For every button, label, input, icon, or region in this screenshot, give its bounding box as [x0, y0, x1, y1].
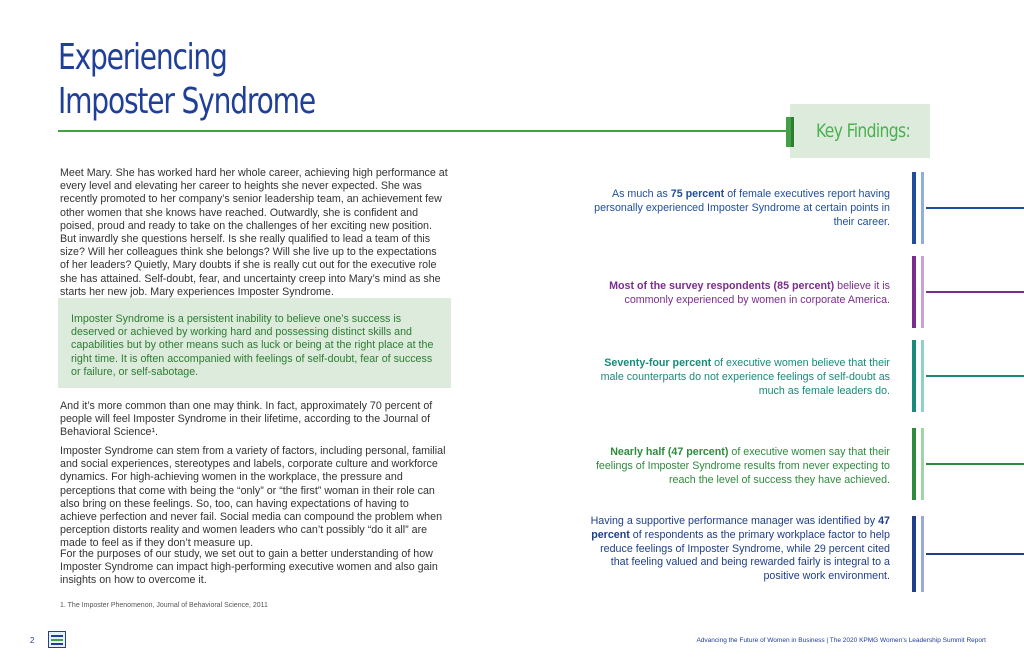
finding-2-bar-light: [921, 256, 924, 328]
finding-2-highlight: Most of the survey respondents (85 percent): [609, 280, 835, 292]
title-line-1: Experiencing: [58, 37, 227, 78]
finding-3-line: [926, 375, 1024, 377]
page-title: [58, 36, 315, 124]
title-line-2: Imposter Syndrome: [58, 81, 315, 122]
body-paragraph-2: Imposter Syndrome can stem from a variety of factors, including personal, familial and social experiences, stereotypes and labels, corporate culture and workforce dynamics. For high-achieving women in the workplace, the pressure and perceptions that come with being the “only” or “the first” woman in their role can also bring on these feelings. So, too, can having expectations of having to achieve perfection and never fail. Social media can compound the problem when perception distorts reality and women leaders who can’t possibly “do it all” are made to feel as if they don’t measure up.: [60, 445, 446, 550]
definition-text: Imposter Syndrome is a persistent inability to believe one’s success is deserved or achieved by working hard and possessing distinct skills and capabilities but by other means such as luck or being at the right place at the right time. It is often accompanied with feelings of self-doubt, fear of success or failure, or self-sabotage.: [71, 313, 434, 378]
finding-1: [590, 188, 890, 229]
body-paragraph-1: And it’s more common than one may think. In fact, approximately 70 percent of people will feel Imposter Syndrome in their lifetime, according to the Journal of Behavioral Science¹.: [60, 400, 433, 439]
finding-5-text-pre: Having a supportive performance manager was identified by: [590, 515, 879, 527]
footer-report-title: Advancing the Future of Women in Business | The 2020 KPMG Women’s Leadership Summit Report: [696, 637, 986, 644]
finding-1-text-pre: As much as: [611, 188, 671, 200]
finding-3: [590, 357, 890, 398]
finding-3-text-post: of executive women believe that their male counterparts do not experience feelings of self-doubt as much as female leaders do.: [600, 357, 890, 397]
finding-4-line: [926, 463, 1024, 465]
title-divider: [58, 130, 790, 132]
finding-1-text-post: of female executives report having personally experienced Imposter Syndrome at certain points in their career.: [594, 188, 890, 228]
finding-2-text-post: believe it is commonly experienced by women in corporate America.: [624, 280, 890, 306]
body-paragraph-3: For the purposes of our study, we set out to gain a better understanding of how Imposter Syndrome can impact high-performing executive women and also gain insights on how to overcome it.: [60, 548, 438, 587]
key-findings-accent-dark: [791, 117, 794, 147]
finding-5-bar: [912, 516, 916, 592]
finding-2: [590, 280, 890, 308]
finding-4-bar-light: [921, 428, 924, 500]
page-number: 2: [30, 636, 35, 645]
finding-1-bar-light: [921, 172, 924, 244]
summit-logo-icon: [48, 631, 66, 648]
finding-4: [590, 446, 890, 487]
key-findings-heading: Key Findings:: [816, 120, 911, 142]
finding-2-bar: [912, 256, 916, 328]
finding-5-line: [926, 553, 1024, 555]
finding-4-highlight: Nearly half (47 percent): [610, 446, 729, 458]
finding-3-bar: [912, 340, 916, 412]
finding-2-line: [926, 291, 1024, 293]
finding-1-bar: [912, 172, 916, 244]
finding-3-highlight: Seventy-four percent: [604, 357, 712, 369]
finding-4-bar: [912, 428, 916, 500]
finding-5-highlight: 47 percent: [591, 515, 890, 541]
finding-5: [590, 515, 890, 584]
finding-5-text-post: of respondents as the primary workplace factor to help reduce feelings of Imposter Syndrome, while 29 percent cited that feeling valued and being rewarded fairly is integral to a positive work environment.: [600, 528, 890, 583]
finding-3-bar-light: [921, 340, 924, 412]
intro-paragraph: Meet Mary. She has worked hard her whole career, achieving high performance at every level and elevating her career to heights she never expected. She was recently promoted to her company’s senior leadership team, an achievement few other women that she knows have reached. Outwardly, she is confident and poised, proud and ready to take on the challenges of her exciting new position. But inwardly she questions herself. Is she really qualified to lead a team of this size? Will her colleagues think she belongs? Will she live up to the expectations of her leaders? Quietly, Mary doubts if she is really cut out for the executive role she has attained. Self-doubt, fear, and uncertainty creep into Mary’s mind as she starts her new job. Mary experiences Imposter Syndrome.: [60, 167, 448, 298]
finding-5-bar-light: [921, 516, 924, 592]
finding-4-text-post: of executive women say that their feelings of Imposter Syndrome results from never expecting to reach the level of success they have achieved.: [595, 446, 890, 486]
finding-1-highlight: 75 percent: [670, 188, 725, 200]
footnote: 1. The Imposter Phenomenon, Journal of Behavioral Science, 2011: [60, 602, 268, 609]
finding-1-line: [926, 207, 1024, 209]
